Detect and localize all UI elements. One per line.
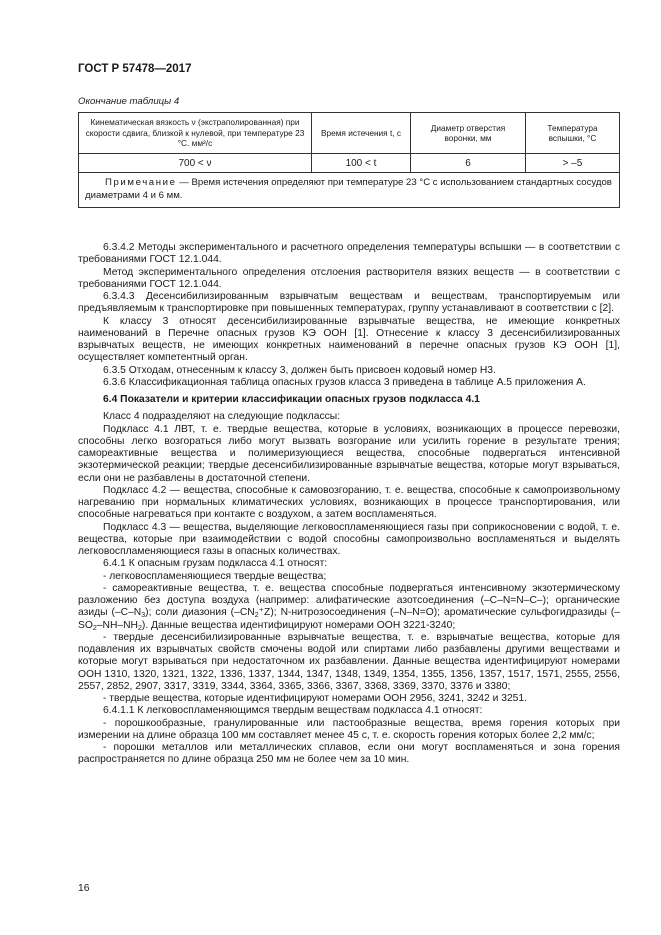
table-header-row [79,113,620,154]
paragraph: Подкласс 4.2 — вещества, способные к самовозгоранию, т. е. вещества, способные к самопроизвольному нагреванию при нормальных климатических условиях, возникающих в процессе транспортирования, или способные нагреваться при контакте с воздухом, а затем воспламеняться. [78,484,620,521]
paragraph: Метод экспериментального определения отслоения растворителя вязких веществ — в соответствии с требованиями ГОСТ 12.1.044. [78,266,620,290]
paragraph: К классу 3 относят десенсибилизированные взрывчатые вещества, не имеющие конкретных наименований в Перечне опасных грузов КЭ ООН [1]. Отнесение к классу 3 десенсибилизированных взрывчатых веществ, не имеющих конкретных наименований в перечне опасных грузов КЭ ООН [1], осуществляет компетентный орган. [78,315,620,364]
table-note [79,173,620,208]
paragraph: Подкласс 4.1 ЛВТ, т. е. твердые вещества, которые в условиях, возникающих в процессе перевозки, способны легко возгораться либо могут вызвать возгорание или усилить горение в результате трения; самореактивные вещества и полимеризующиеся вещества, способные подвергаться интенсивной экзотермической реакции; твердые десенсибилизированные взрывчатые вещества, которые могут взрываться, если они не разбавлены в достаточной степени. [78,423,620,484]
paragraph: 6.3.4.3 Десенсибилизированным взрывчатым веществам и веществам, транспортируемым или предъявляемым к транспортировке при повышенных температурах, группу устанавливают в соответствии с [2]. [78,291,620,315]
cell-funnel-diameter: 6 [411,154,526,173]
list-item: - порошки металлов или металлических сплавов, если они могут воспламеняться и зона горения распространяется по длине образца 250 мм не более чем за 10 мин. [78,742,620,766]
header-flow-time: Время истечения t, с [312,113,411,154]
header-flash-point: Температура вспышки, °С [526,113,620,154]
document-header: ГОСТ Р 57478—2017 [78,63,192,75]
note-label: Примечание [105,177,177,188]
header-viscosity: Кинематическая вязкость ν (экстраполированная) при скорости сдвига, близкой к нулевой, при температуре 23 °С. мм²/с [79,113,312,154]
paragraph: Подкласс 4.3 — вещества, выделяющие легковоспламеняющиеся газы при соприкосновении с водой, т. е. вещества, которые при взаимодействии с водой способны самопроизвольно воспламеняться и выделять легковоспламеняющиеся газы в опасных количествах. [78,521,620,557]
paragraph: Класс 4 подразделяют на следующие подклассы: [103,411,341,423]
table-note-row [79,173,620,208]
paragraph: 6.3.4.2 Методы экспериментального и расчетного определения температуры вспышки — в соответствии с требованиями ГОСТ 12.1.044. [78,242,620,266]
cell-flow-time: 100 < t [312,154,411,173]
page-number: 16 [78,883,90,894]
header-funnel-diameter: Диаметр отверстия воронки, мм [411,113,526,154]
list-item: - твердые вещества, которые идентифицируют номерами ООН 2956, 3241, 3242 и 3251. [103,693,527,704]
list-item: - твердые десенсибилизированные взрывчатые вещества, т. е. взрывчатые вещества, которые для подавления их взрывчатых свойств смочены водой или спиртами либо разбавлены другими веществами и которые могут взрываться при недостаточном их разбавлении. Данные вещества идентифицируют номерами ООН 1310, 1320, 1321, 1322, 1336, 1337, 1344, 1347, 1348, 1349, 1354, 1355, 1356, 1357, 1517, 1571, 2555, 2556, 2557, 2852, 2907, 3317, 3319, 3344, 3364, 3365, 3366, 3367, 3368, 3369, 3370, 3376 и 3380; [78,631,620,692]
paragraph: 6.3.5 Отходам, отнесенным к классу 3, должен быть присвоен кодовый номер Н3. [103,364,496,376]
paragraph: 6.3.6 Классификационная таблица опасных грузов класса 3 приведена в таблице А.5 приложения А. [103,376,586,388]
table-row [79,154,620,173]
list-item: - самореактивные вещества, т. е. вещества способные подвергаться интенсивному экзотермическому разложению без доступа воздуха (например: алифатические азотсоединения (–С–N=N–С–); органические азиды $(-С-N_3)$; соли диазония $(-CN_2^+Z)$; N-нитрозосоединения (–N–N=O); ароматические сульфогидразиды $(-SO_2-NH-NH_2)$. Данные вещества идентифицируют номерами ООН 3221-3240; [78,582,620,632]
table-caption: Окончание таблицы 4 [78,96,180,107]
note-text: — Время истечения определяют при температуре 23 °С с использованием стандартных сосудов диаметрами 4 и 6 мм. [85,177,612,201]
table-4 [78,112,620,208]
section-heading: 6.4 Показатели и критерии классификации опасных грузов подкласса 4.1 [103,394,480,405]
paragraph: 6.4.1 К опасным грузам подкласса 4.1 относят: [103,558,328,570]
list-item: - порошкообразные, гранулированные или пастообразные вещества, время горения которых при измерении на длине образца 100 мм составляет менее 45 с, т. е. скорость горения которых более 2,2 мм/с; [78,717,620,741]
list-item: - легковоспламеняющиеся твердые вещества; [103,570,327,582]
cell-viscosity: 700 < ν [79,154,312,173]
cell-flash-point: > –5 [526,154,620,173]
paragraph: 6.4.1.1 К легковоспламеняющимся твердым веществам подкласса 4.1 относят: [103,705,483,717]
document-body [78,242,620,767]
